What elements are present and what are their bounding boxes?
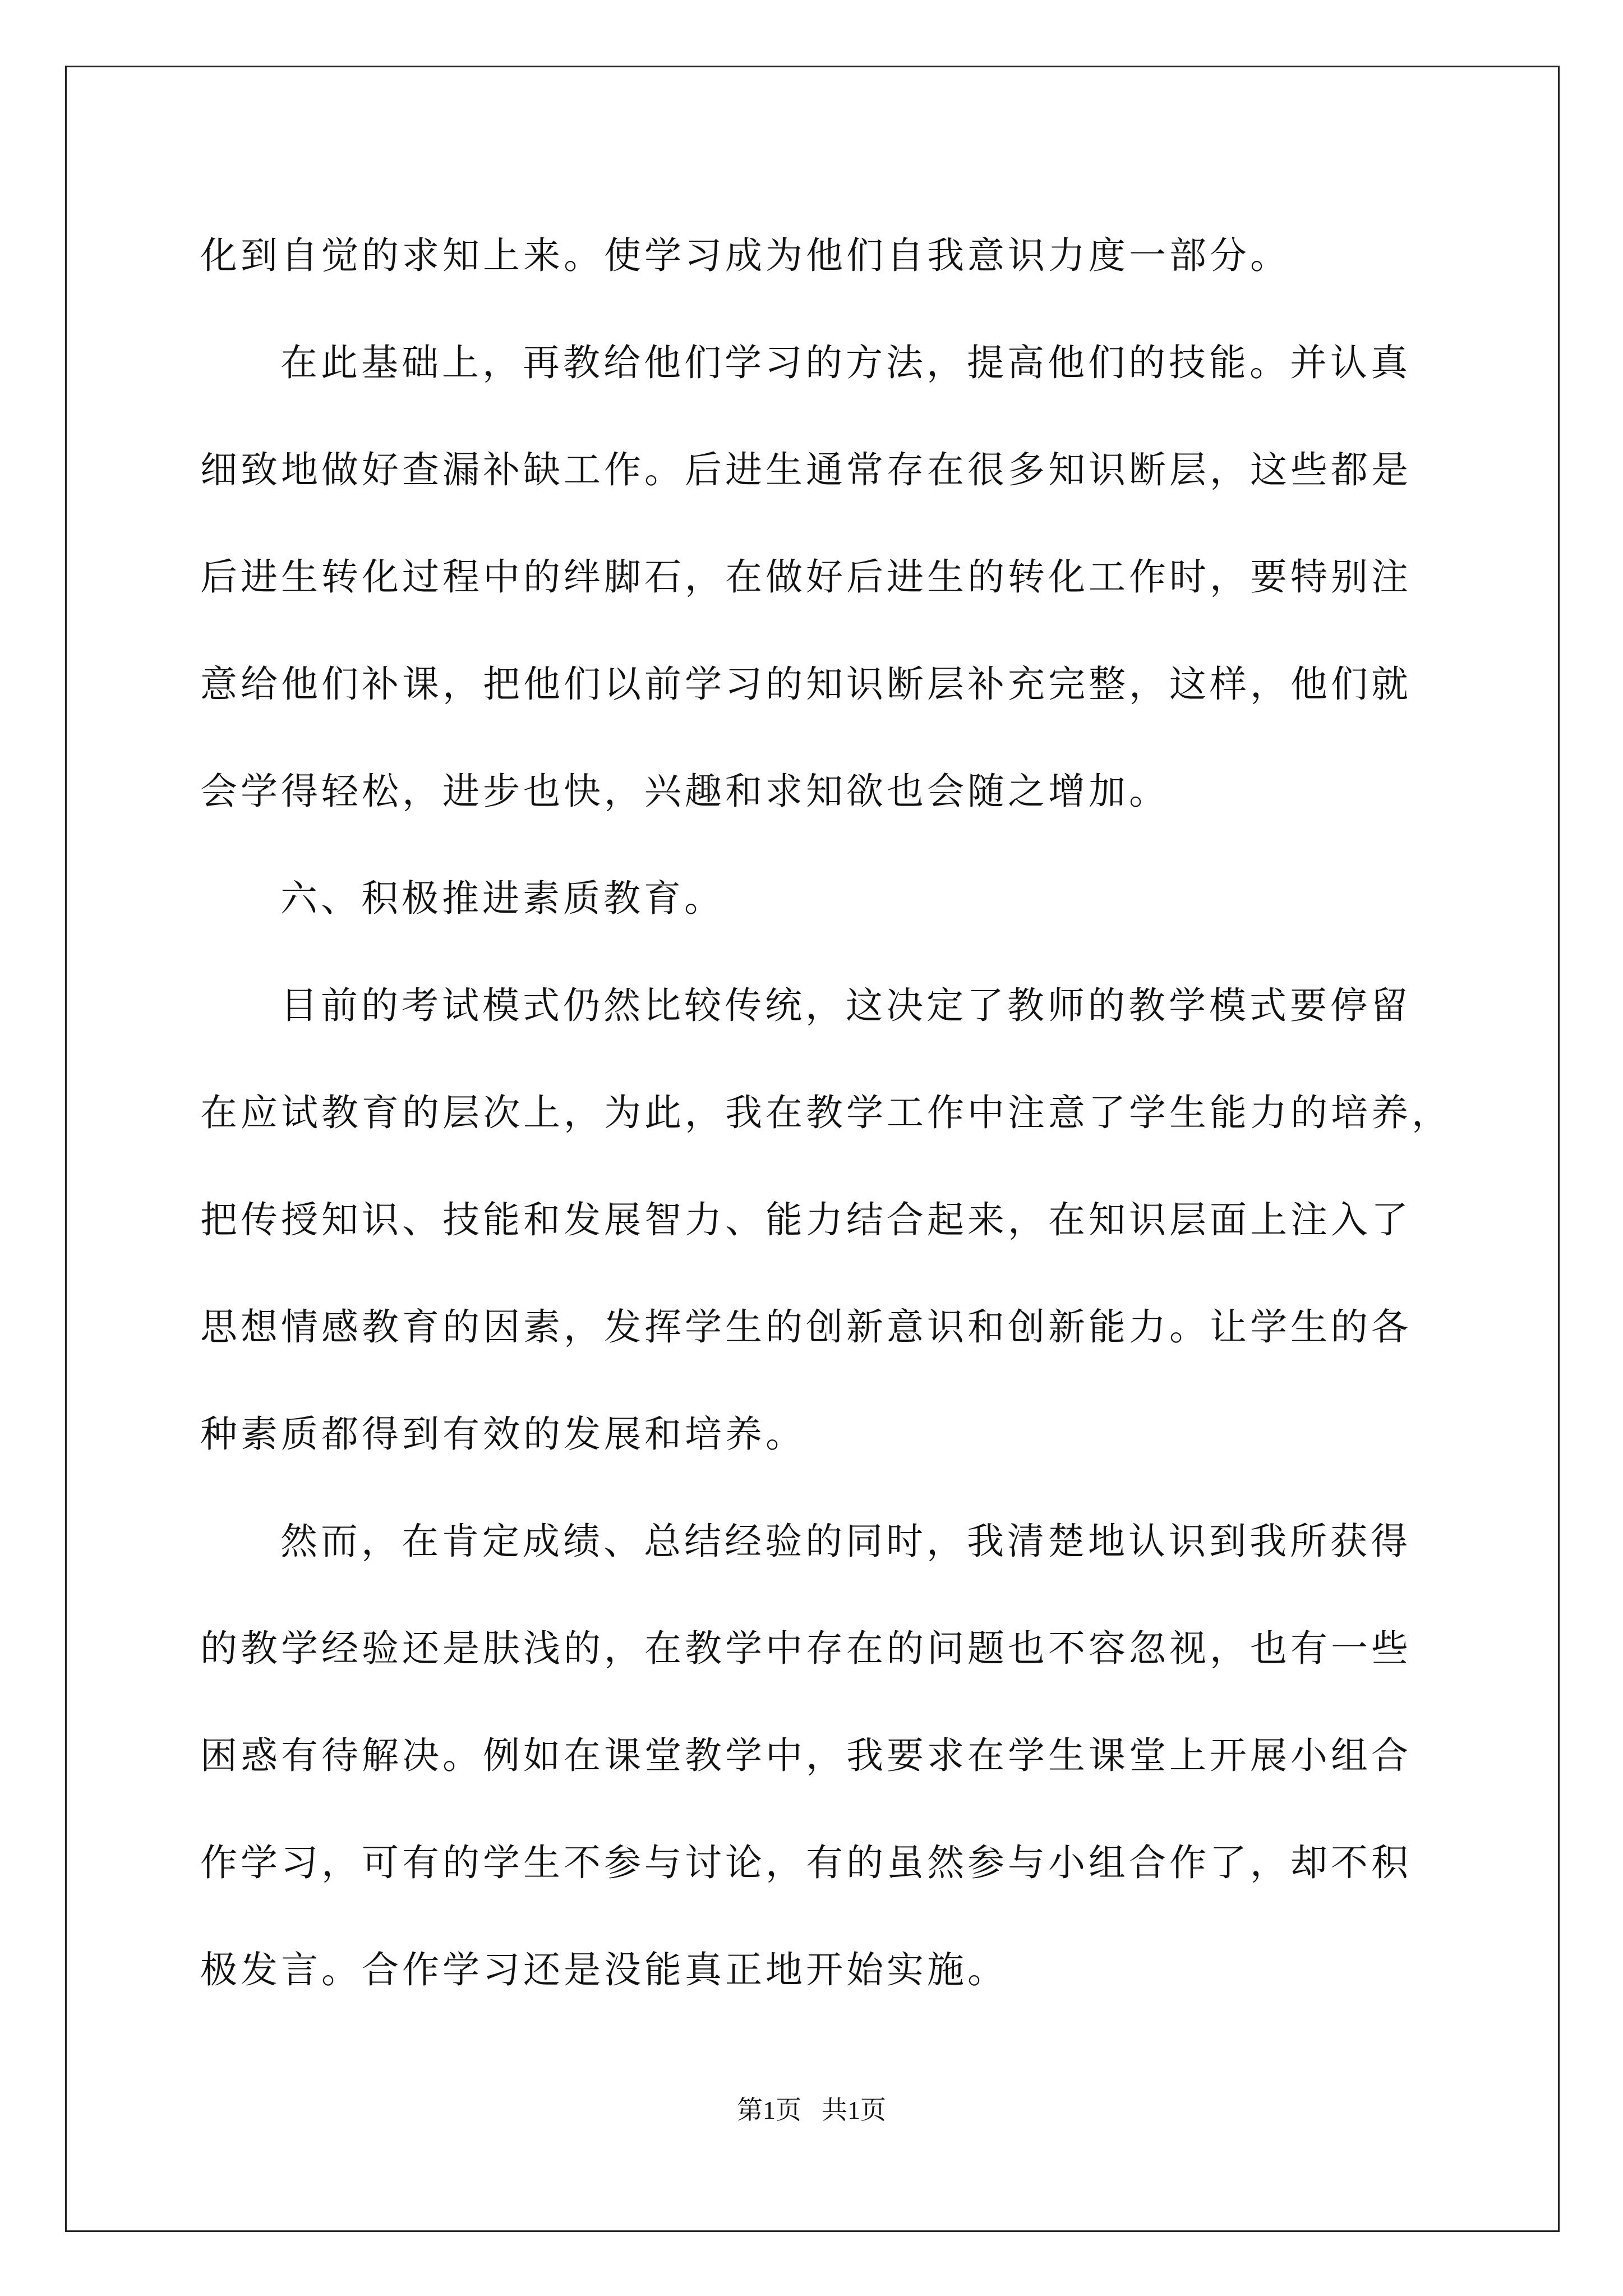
text-line: 思想情感教育的因素，发挥学生的创新意识和创新能力。让学生的各 [200, 1305, 1412, 1349]
text-line: 意给他们补课，把他们以前学习的知识断层补充完整，这样，他们就 [200, 662, 1412, 706]
text-line: 目前的考试模式仍然比较传统，这决定了教师的教学模式要停留 [280, 984, 1411, 1027]
text-line: 然而，在肯定成绩、总结经验的同时，我清楚地认识到我所获得 [280, 1520, 1411, 1563]
text-line: 困惑有待解决。例如在课堂教学中，我要求在学生课堂上开展小组合 [200, 1734, 1412, 1777]
text-line: 在此基础上，再教给他们学习的方法，提高他们的技能。并认真 [280, 341, 1411, 384]
section-heading: 六、积极推进素质教育。 [280, 877, 725, 920]
text-line: 化到自觉的求知上来。使学习成为他们自我意识力度一部分。 [200, 234, 1290, 277]
text-line: 会学得轻松，进步也快，兴趣和求知欲也会随之增加。 [200, 770, 1169, 813]
page-footer [0, 2093, 1623, 2127]
page-number: 第1页 [737, 2096, 801, 2124]
text-line: 作学习，可有的学生不参与讨论，有的虽然参与小组合作了，却不积 [200, 1841, 1412, 1884]
text-line: 细致地做好查漏补缺工作。后进生通常存在很多知识断层，这些都是 [200, 448, 1412, 491]
text-line: 把传授知识、技能和发展智力、能力结合起来，在知识层面上注入了 [200, 1198, 1412, 1241]
text-line: 后进生转化过程中的绊脚石，在做好后进生的转化工作时，要特别注 [200, 555, 1412, 599]
text-line: 的教学经验还是肤浅的，在教学中存在的问题也不容忽视，也有一些 [200, 1627, 1412, 1670]
text-line: 极发言。合作学习还是没能真正地开始实施。 [200, 1948, 1008, 1991]
text-line: 在应试教育的层次上，为此，我在教学工作中注意了学生能力的培养， [200, 1091, 1452, 1134]
text-line: 种素质都得到有效的发展和培养。 [200, 1412, 806, 1456]
document-body [200, 202, 1452, 2023]
page-total: 共1页 [822, 2096, 886, 2124]
